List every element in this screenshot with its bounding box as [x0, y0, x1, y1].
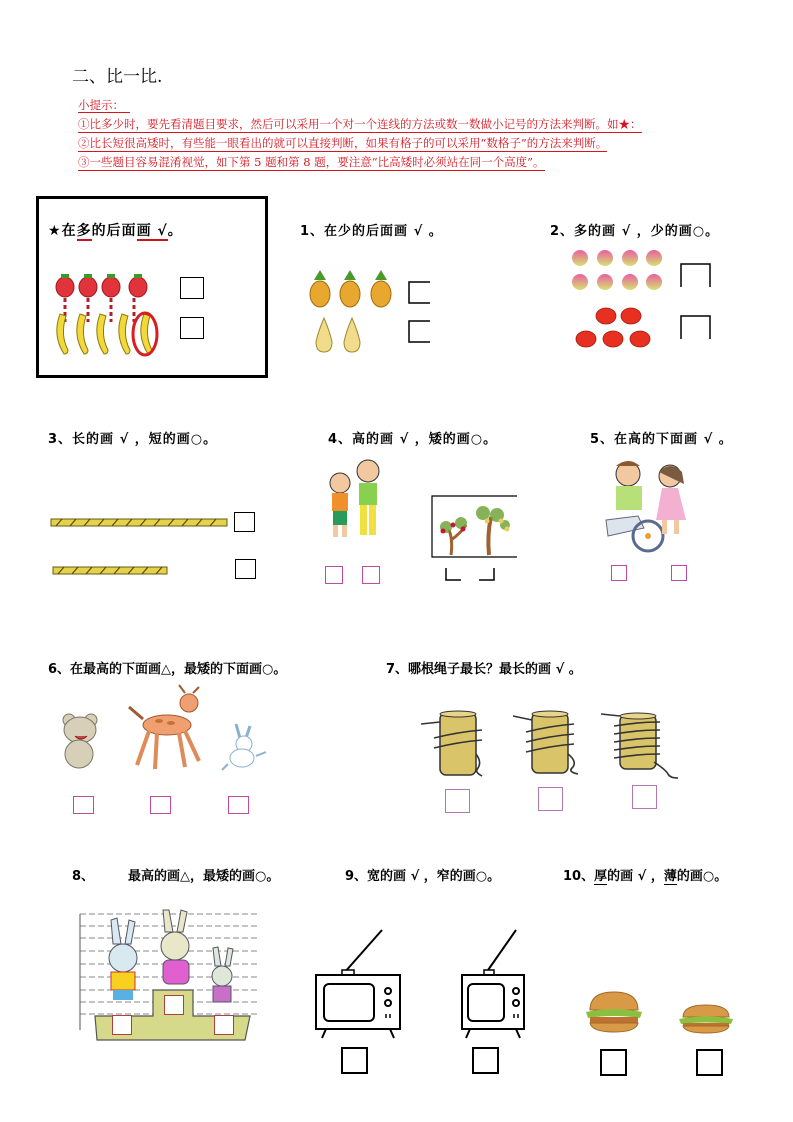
tips-heading: 小提示：	[78, 98, 130, 113]
answer-box-q4-short-tree[interactable]	[445, 568, 463, 582]
apple-group	[573, 305, 663, 350]
answer-box-q10-thick[interactable]	[600, 1049, 627, 1076]
example-instruction: ★在多的后面画 √。	[48, 223, 183, 239]
answer-box-q3-long[interactable]	[234, 512, 255, 532]
two-boys-illustration	[322, 455, 390, 545]
thin-burger	[677, 1003, 735, 1035]
spool-5-turns	[600, 712, 680, 784]
question-7-title: 7、哪根绳子最长？最长的画 √ 。	[386, 662, 582, 677]
answer-box-q9-wide[interactable]	[341, 1047, 368, 1074]
question-9-title: 9、宽的画 √ ，窄的画○。	[345, 869, 501, 884]
answer-box-q4-short-boy[interactable]	[325, 566, 343, 584]
tip-line-3: ③一些题目容易混淆视觉，如下第 5 题和第 8 题，要注意“比高矮时必须站在同一个高度”。	[78, 155, 545, 169]
trees-illustration	[431, 495, 519, 559]
question-1-title: 1、在少的后面画 √ 。	[300, 224, 443, 239]
tips-block	[78, 96, 642, 172]
example-answer-box-1[interactable]	[180, 277, 204, 299]
short-rope	[52, 566, 172, 576]
tip-line-1: ①比多少时，要先看清题目要求，然后可以采用一个对一个连线的方法或数一数做小记号的方法来判断。如★：	[78, 117, 642, 131]
answer-box-q1-2[interactable]	[408, 320, 432, 344]
answer-box-q7-spool-3[interactable]	[632, 785, 657, 809]
spool-2-turns	[420, 710, 490, 782]
answer-box-q5-girl[interactable]	[671, 565, 687, 581]
answer-box-q2-1[interactable]	[680, 263, 712, 289]
answer-box-q9-narrow[interactable]	[472, 1047, 499, 1074]
answer-box-q8-left[interactable]	[112, 1015, 132, 1035]
section-title: 二、比一比.	[72, 67, 163, 87]
example-answer-box-2[interactable]	[180, 317, 204, 339]
question-5-title: 5、在高的下面画 √ 。	[590, 432, 733, 447]
answer-box-q1-1[interactable]	[408, 281, 432, 305]
narrow-tv	[460, 928, 530, 1038]
rabbits-podium-illustration	[75, 910, 265, 1046]
answer-box-q4-tall-tree[interactable]	[478, 568, 496, 582]
wheelchair-kids-illustration	[598, 458, 703, 558]
question-10-title: 10、厚的画 √ ，薄的画○。	[563, 869, 728, 884]
long-rope	[50, 518, 230, 528]
wide-tv	[314, 928, 404, 1038]
pear-row	[310, 314, 370, 354]
answer-box-q6-bear[interactable]	[73, 796, 94, 814]
answer-box-q7-spool-1[interactable]	[445, 789, 470, 813]
question-4-title: 4、高的画 √ ，矮的画○。	[328, 432, 498, 447]
pineapple-row	[305, 268, 400, 308]
question-8-title: 8、 最高的画△，最矮的画○。	[72, 869, 280, 884]
deer-illustration	[125, 683, 210, 773]
peach-grid	[568, 248, 668, 296]
rabbit-illustration	[218, 724, 268, 774]
answer-box-q2-2[interactable]	[680, 315, 712, 341]
answer-box-q3-short[interactable]	[235, 559, 256, 579]
answer-box-q5-boy[interactable]	[611, 565, 627, 581]
banana-row	[52, 310, 162, 360]
answer-box-q8-right[interactable]	[214, 1015, 234, 1035]
answer-box-q6-deer[interactable]	[150, 796, 171, 814]
answer-box-q8-middle[interactable]	[164, 995, 184, 1015]
spool-3-turns	[512, 710, 584, 782]
star-icon: ★	[48, 223, 62, 239]
question-3-title: 3、长的画 √ ，短的画○。	[48, 432, 218, 447]
answer-box-q10-thin[interactable]	[696, 1049, 723, 1076]
answer-box-q7-spool-2[interactable]	[538, 787, 563, 811]
bear-illustration	[55, 710, 110, 772]
question-2-title: 2、多的画 √ ，少的画○。	[550, 224, 720, 239]
answer-box-q6-rabbit[interactable]	[228, 796, 249, 814]
question-6-title: 6、在最高的下面画△，最矮的下面画○。	[48, 662, 287, 677]
tip-line-2: ②比长短很高矮时，有些能一眼看出的就可以直接判断，如果有格子的可以采用“数格子”的方法来判断。	[78, 136, 608, 150]
thick-burger	[584, 990, 644, 1034]
answer-box-q4-tall-boy[interactable]	[362, 566, 380, 584]
